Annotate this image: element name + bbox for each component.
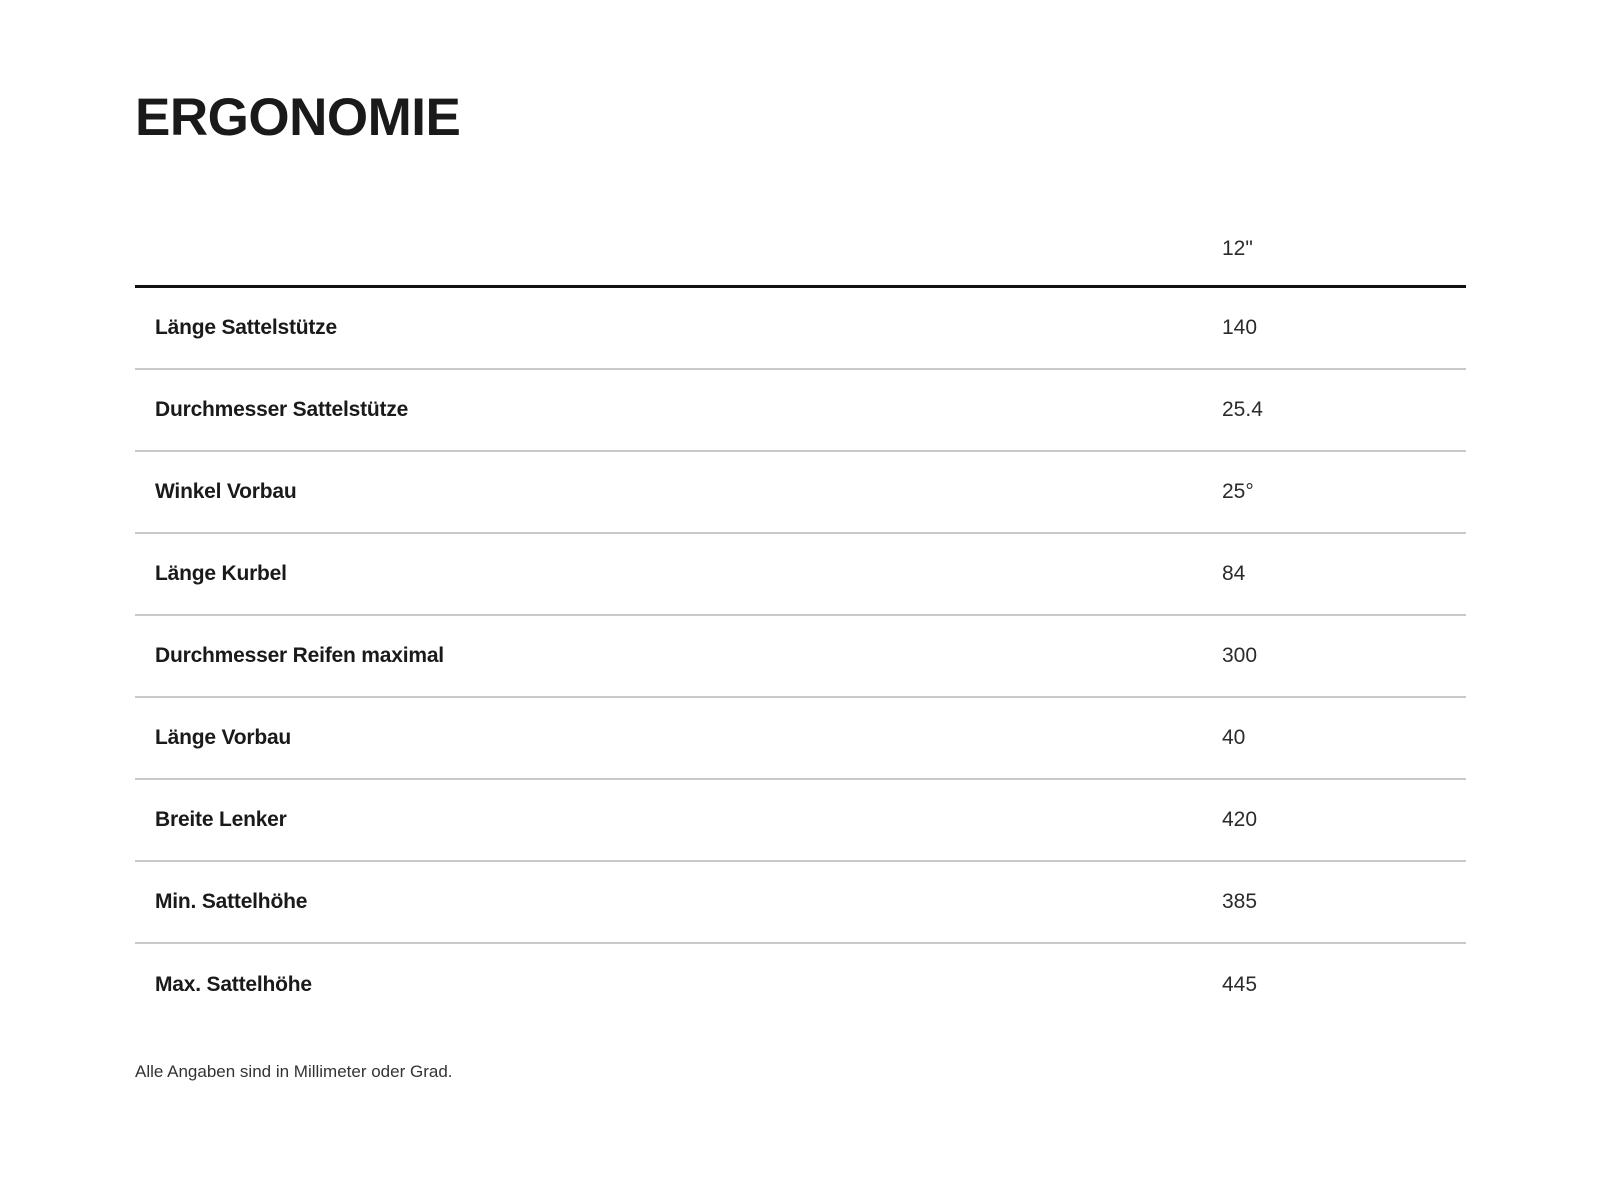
table-header — [135, 149, 1466, 288]
table-row — [135, 862, 1466, 944]
row-label: Durchmesser Sattelstütze — [155, 397, 409, 421]
row-value: 420 — [1222, 807, 1258, 831]
row-label: Länge Sattelstütze — [155, 315, 337, 339]
table-row — [135, 780, 1466, 862]
spec-table — [135, 149, 1466, 1026]
row-value: 25° — [1222, 479, 1254, 503]
table-row — [135, 452, 1466, 534]
row-value: 385 — [1222, 889, 1258, 913]
row-value: 300 — [1222, 643, 1258, 667]
row-value: 445 — [1222, 972, 1258, 996]
row-label: Länge Vorbau — [155, 725, 292, 749]
size-column-header: 12" — [1222, 236, 1253, 260]
row-label: Min. Sattelhöhe — [155, 889, 308, 913]
table-row — [135, 944, 1466, 1026]
row-value: 25.4 — [1222, 397, 1263, 421]
row-label: Max. Sattelhöhe — [155, 972, 312, 996]
row-label: Breite Lenker — [155, 807, 287, 831]
spec-section — [135, 0, 1466, 1082]
table-row — [135, 698, 1466, 780]
row-value: 40 — [1222, 725, 1246, 749]
table-row — [135, 616, 1466, 698]
row-value: 140 — [1222, 315, 1258, 339]
table-row — [135, 370, 1466, 452]
row-label: Winkel Vorbau — [155, 479, 297, 503]
row-value: 84 — [1222, 561, 1246, 585]
footnote: Alle Angaben sind in Millimeter oder Grad. — [135, 1061, 453, 1081]
page-title: ERGONOMIE — [135, 88, 461, 147]
row-label: Länge Kurbel — [155, 561, 287, 585]
table-row — [135, 534, 1466, 616]
table-row — [135, 288, 1466, 370]
row-label: Durchmesser Reifen maximal — [155, 643, 444, 667]
